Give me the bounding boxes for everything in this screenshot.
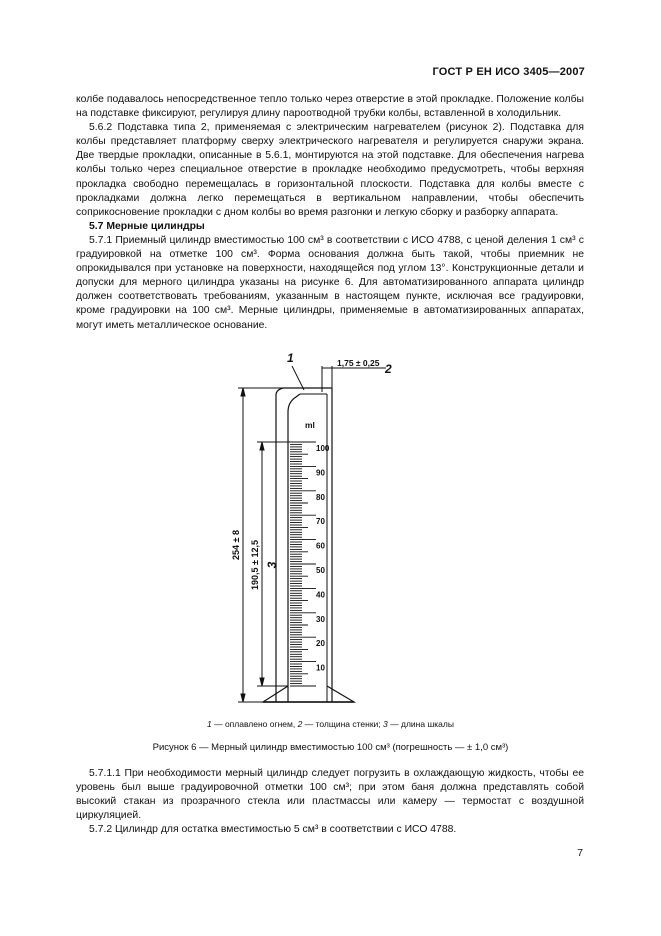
bottom-paragraph: 5.7.1.1 При необходимости мерный цилиндр следует погрузить в охлаждающую жидкость, чтобы ее уровень был выше градуировочной отметки 100 см³; при этом баня должна представлять собой высокий стакан из прозрачного стекла или пластмассы или камеру — термостат с воздушной циркуляцией. [76, 768, 584, 822]
graduation-label: 90 [316, 468, 325, 478]
document-header: ГОСТ Р ЕН ИСО 3405—2007 [432, 66, 585, 78]
graduation-scale [290, 442, 316, 686]
graduation-label: 50 [316, 566, 325, 575]
cylinder-base [263, 686, 354, 702]
top-paragraph: 5.6.2 Подставка типа 2, применяемая с электрическим нагревателем (рисунок 2). Подставка для колбы представляет платформу сверху электрического нагревателя и регулируется снаружи экрана. Две твердые прокладки, описанные в 5.6.1, монтируются на этой подставке. Для обеспечения нагрева колбы только через специальное отверстие в прокладке необходимо предусмотреть, чтобы верхняя прокладка свободно перемещалась в горизонтальной плоскости. Подставка для колбы вместе с прокладками должна легко перемещаться в вертикальном направлении, чтобы обеспечить соприкосновение прокладки с дном колбы во время разгонки и легкую сборку и разборку аппарата. [76, 122, 584, 218]
bottom-paragraph: 5.7.2 Цилиндр для остатка вместимостью 5 см³ в соответствии с ИСО 4788. [89, 824, 457, 836]
graduation-label: 10 [316, 663, 325, 673]
legend-3-num: 3 [383, 719, 388, 729]
top-paragraph: колбе подавалось непосредственное тепло только через отверстие в этой прокладке. Положение колбы на подставке фиксируют, регулируя длину пароотводной трубки колбы, вставленной в холодильник. [76, 94, 584, 120]
cylinder-pour-lip [288, 394, 300, 702]
callout-2: 2 [385, 362, 392, 376]
total-height-dimension: 254 ± 8 [231, 530, 241, 560]
callout-3: 3 [265, 561, 279, 569]
graduation-label: 100 [316, 444, 330, 453]
graduation-label: 80 [316, 492, 325, 502]
figure-legend [0, 719, 661, 729]
scale-length-dimension: 190,5 ± 12,5 [250, 540, 260, 590]
page-number: 7 [577, 848, 583, 859]
graduation-labels [316, 444, 330, 673]
legend-1-num: 1 [207, 719, 212, 729]
legend-1-text: — оплавлено огнем, [211, 719, 298, 729]
graduation-label: 20 [316, 639, 325, 649]
top-paragraph: 5.7.1 Приемный цилиндр вместимостью 100 см³ в соответствии с ИСО 4788, с ценой деления 1 см³ с градуировкой на отметке 100 см³. Форма основания должна быть такой, чтобы приемник не опрокидывался при установке на поверхности, находящейся под углом 13°. Конструкционные детали и допуски для мерного цилиндра указаны на рисунке 6. Для автоматизированного аппарата цилиндр должен соответствовать требованиям, указанным в настоящем пункте, исключая все градуировки, кроме градуировки на 100 см³. Мерные цилиндры, применяемые в автоматизированных аппаратах, могут иметь металлическое основание. [76, 234, 584, 331]
legend-3-text: — длина шкалы [387, 719, 454, 729]
unit-label: ml [305, 420, 315, 430]
callout-1: 1 [287, 351, 294, 365]
graduation-label: 60 [316, 541, 325, 551]
legend-2-num: 2 [297, 719, 303, 729]
body-text-bottom [76, 767, 584, 837]
top-paragraph: 5.7 Мерные цилиндры [89, 220, 205, 232]
wall-thickness-dimension: 1,75 ± 0,25 [337, 358, 380, 368]
figure-caption: Рисунок 6 — Мерный цилиндр вместимостью 100 см³ (погрешность — ± 1,0 см³) [152, 742, 509, 753]
legend-2-text: — толщина стенки; [302, 719, 384, 729]
graduation-label: 30 [316, 614, 325, 624]
graduation-label: 40 [316, 590, 325, 600]
graduation-label: 70 [316, 517, 325, 527]
